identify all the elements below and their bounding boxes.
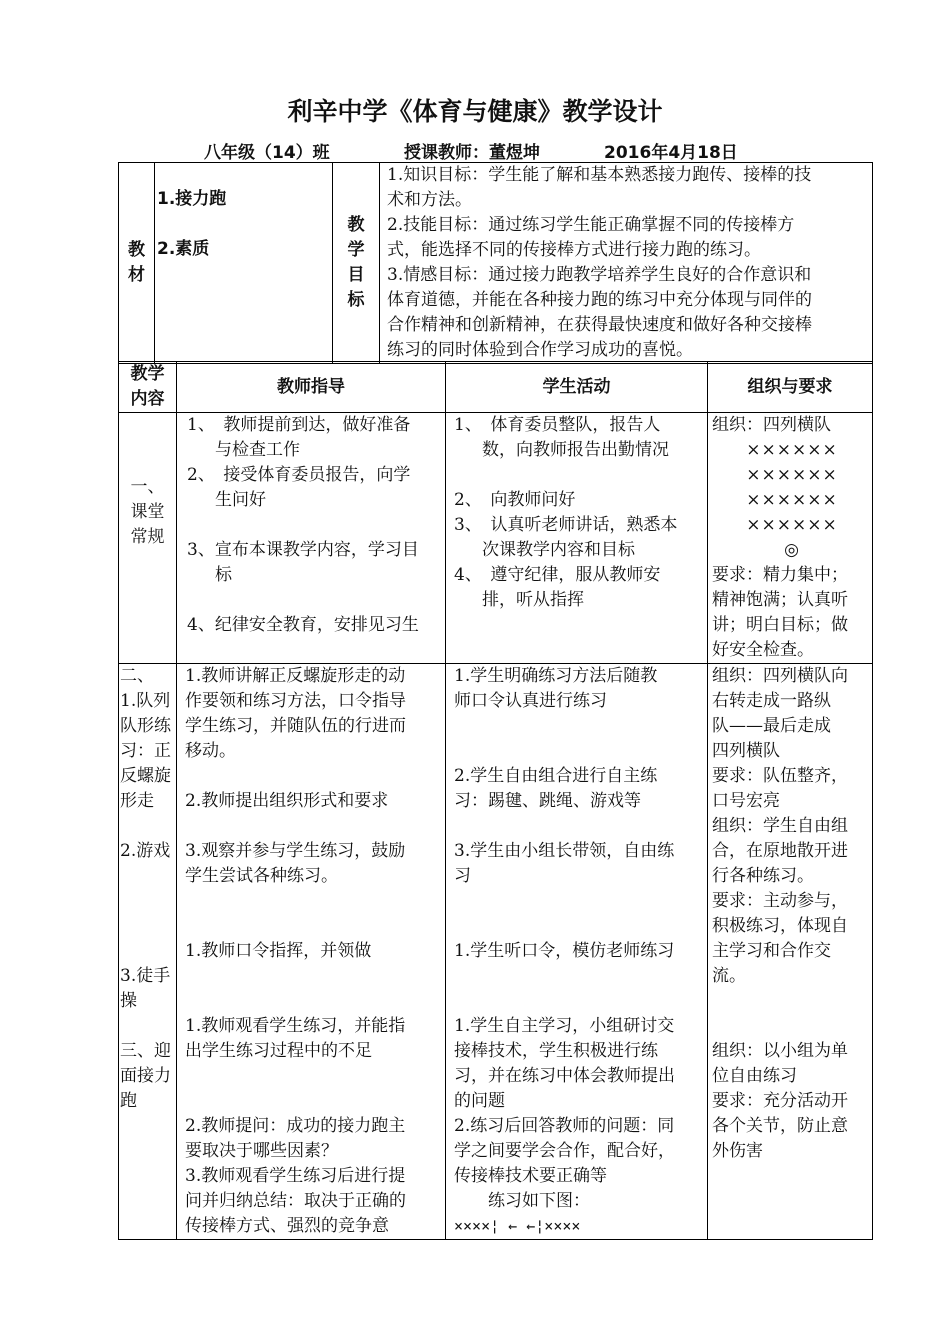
formation-row: ×××××× — [746, 465, 838, 485]
formation-row: ×××××× — [746, 440, 838, 460]
objective-text: 1.知识目标：学生能了解和基本熟悉接力跑传、接棒的技 术和方法。 2.技能目标：通过练习学生能正确掌握不同的传接棒方 式，能选择不同的传接棒方式进行接力跑的练习。 3.情感目标：通过接力跑教学培养学生良好的合作意识和 体育道德，并能在各种接力跑的练习中充分体现与同伴的 合作精神和创新精神，在获得最快速度和做好各种交接棒 练习的同时体验到合作学习成功的喜悦。 — [380, 163, 873, 364]
objectives-table — [118, 162, 873, 364]
material-label: 教 材 — [119, 163, 155, 364]
content-practice: 二、 1.队列 队形练 习：正 反螺旋 形走 2.游戏 3.徒手 操 三、迎 面接力 跑 — [119, 664, 177, 1240]
material-item: 1.接力跑 — [157, 189, 227, 209]
header-org: 组织与要求 — [708, 362, 873, 413]
lesson-table — [118, 361, 873, 1240]
relay-diagram: ××××¦ ← ←¦×××× — [454, 1217, 581, 1235]
material-item: 2.素质 — [157, 239, 210, 259]
teacher-name: 授课教师：董煜坤 — [404, 143, 540, 163]
header-teacher: 教师指导 — [177, 362, 446, 413]
header-student: 学生活动 — [446, 362, 708, 413]
class-grade: 八年级（14）班 — [204, 143, 330, 163]
content-routine: 一、 课堂 常规 — [119, 413, 177, 664]
header-content: 教学 内容 — [119, 362, 177, 413]
material-items — [155, 163, 333, 364]
formation-row: ×××××× — [746, 515, 838, 535]
formation-row: ×××××× — [746, 490, 838, 510]
teacher-routine: 1、 教师提前到达，做好准备 与检查工作 2、 接受体育委员报告，向学 生问好 3、宣布本课教学内容，学习目 标 4、纪律安全教育，安排见习生 — [177, 413, 446, 664]
teacher-position-icon: ◎ — [784, 540, 800, 560]
student-practice: 1.学生明确练习方法后随教 师口令认真进行练习 2.学生自由组合进行自主练 习：踢毽、跳绳、游戏等 3.学生由小组长带领，自由练 习 1.学生听口令，模仿老师练习 1.学生自主学习，小组研讨交 接棒技术，学生积极进行练 习，并在练习中体会教师提出 的问题 2.练习后回答教师的问题：同 学之间要学会合作，配合好， 传接棒技术要正确等 练习如下图： ××××¦ ← ←¦×××× — [446, 664, 708, 1240]
page-title: 利辛中学《体育与健康》教学设计 — [287, 97, 663, 126]
org-routine: 组织：四列横队 ×××××× ×××××× ×××××× ×××××× ◎ 要求：精力集中； 精神饱满；认真听 讲；明白目标；做 好安全检查。 — [708, 413, 873, 664]
teacher-practice: 1.教师讲解正反螺旋形走的动 作要领和练习方法，口令指导 学生练习，并随队伍的行进而 移动。 2.教师提出组织形式和要求 3.观察并参与学生练习，鼓励 学生尝试各种练习。 1.教师口令指挥，并领做 1.教师观看学生练习，并能指 出学生练习过程中的不足 2.教师提问：成功的接力跑主 要取决于哪些因素？ 3.教师观看学生练习后进行提 问并归纳总结：取决于正确的 传接棒方式、强烈的竞争意 — [177, 664, 446, 1240]
objective-label: 教 学 目 标 — [333, 163, 380, 364]
lesson-date: 2016年4月18日 — [604, 143, 738, 163]
org-practice: 组织：四列横队向 右转走成一路纵 队——最后走成 四列横队 要求：队伍整齐， 口号宏亮 组织：学生自由组 合，在原地散开进 行各种练习。 要求：主动参与， 积极练习，体现自 主学习和合作交 流。 组织：以小组为单 位自由练习 要求：充分活动开 各个关节，防止意 外伤害 — [708, 664, 873, 1240]
student-routine: 1、 体育委员整队，报告人 数，向教师报告出勤情况 2、 向教师问好 3、 认真听老师讲话，熟悉本 次课教学内容和目标 4、 遵守纪律，服从教师安 排，听从指挥 — [446, 413, 708, 664]
